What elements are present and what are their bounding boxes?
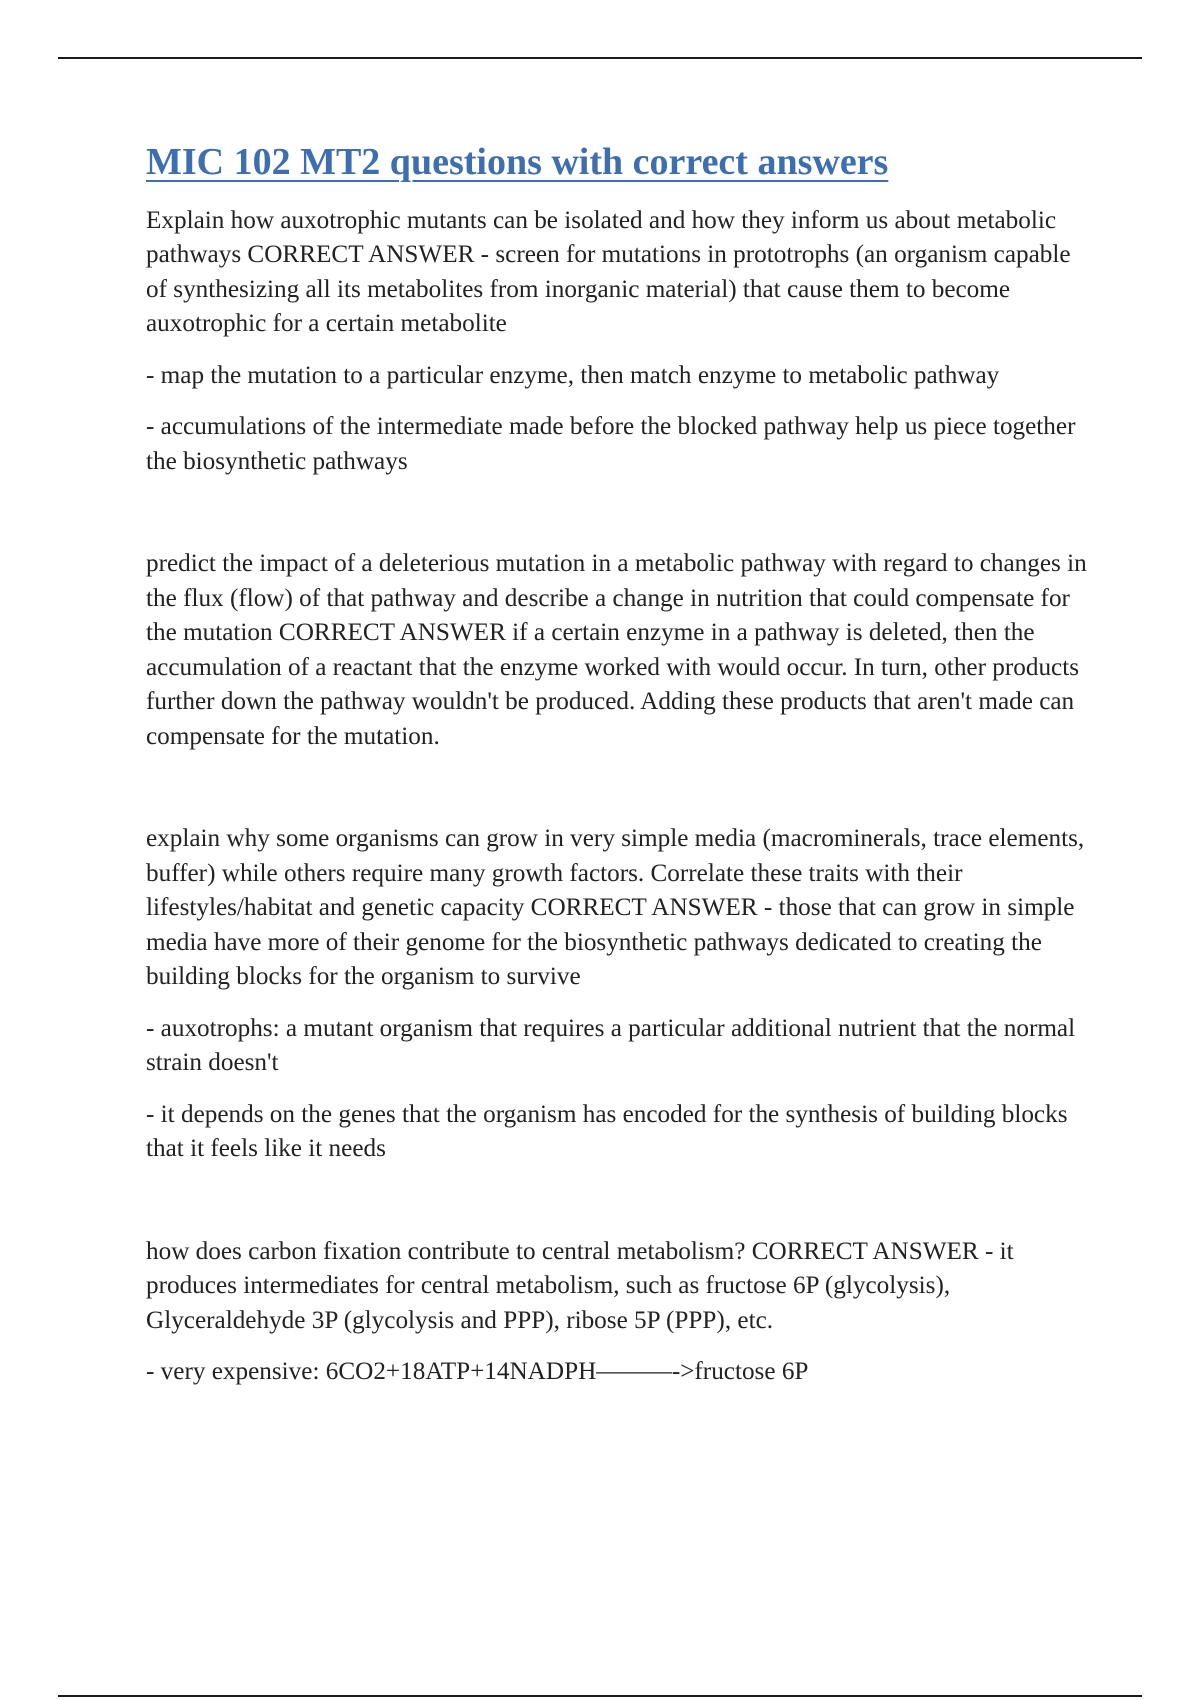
answer-point: - very expensive: 6CO2+18ATP+14NADPH———->fructose 6P (146, 1358, 809, 1386)
answer-point: - accumulations of the intermediate made before the blocked pathway help us piece together the biosynthetic pathways (146, 413, 1076, 475)
answer-point: - it depends on the genes that the organism has encoded for the synthesis of building blocks that it feels like it needs (146, 1100, 1068, 1163)
answer-point: - map the mutation to a particular enzyme, then match enzyme to metabolic pathway (146, 361, 1000, 389)
footer-rule (58, 1695, 1142, 1697)
qa-item-3 (146, 822, 1096, 1167)
document-body (146, 140, 1096, 1407)
qa-item-1 (146, 204, 1096, 480)
question-answer-text: Explain how auxotrophic mutants can be isolated and how they inform us about metabolic pathways CORRECT ANSWER - screen for mutations in prototrophs (an organism capable of synthesizing all its metabolites from inorganic material) that cause them to become auxotrophic for a certain metabolite (146, 206, 1071, 338)
question-answer-text: explain why some organisms can grow in very simple media (macrominerals, trace elements, buffer) while others require many growth factors. Correlate these traits with their lifestyles/habitat and genetic capacity CORRECT ANSWER - those that can grow in simple media have more of their genome for the biosynthetic pathways dedicated to creating the building blocks for the organism to survive (146, 825, 1085, 991)
question-answer-text: predict the impact of a deleterious mutation in a metabolic pathway with regard to changes in the flux (flow) of that pathway and describe a change in nutrition that could compensate for the mutation CORRECT ANSWER if a certain enzyme in a pathway is deleted, then the accumulation of a reactant that the enzyme worked with would occur. In turn, other products further down the pathway wouldn't be produced. Adding these products that aren't made can compensate for the mutation. (146, 550, 1087, 750)
qa-item-4 (146, 1235, 1096, 1390)
document-title: MIC 102 MT2 questions with correct answers (146, 141, 889, 183)
qa-item-2 (146, 547, 1096, 754)
header-rule (58, 57, 1142, 59)
answer-point: - auxotrophs: a mutant organism that requires a particular additional nutrient that the normal strain doesn't (146, 1014, 1076, 1077)
question-answer-text: how does carbon fixation contribute to central metabolism? CORRECT ANSWER - it produces intermediates for central metabolism, such as fructose 6P (glycolysis), Glyceraldehyde 3P (glycolysis and PPP), ribose 5P (PPP), etc. (146, 1237, 1014, 1334)
